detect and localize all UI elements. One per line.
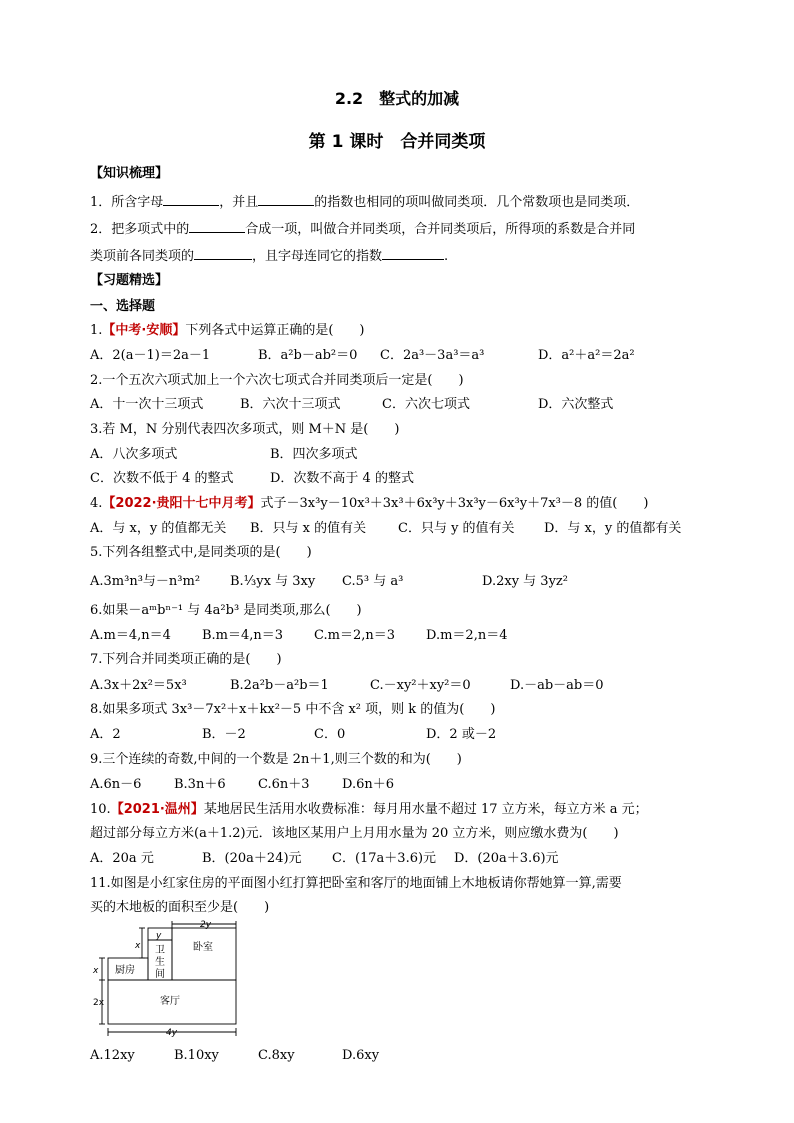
q3-options-row1 [90,446,710,464]
knowledge-heading: 【知识梳理】 [90,166,169,181]
option-a[interactable]: A.3m³n³与－n³m² [90,574,201,589]
q2-options [90,396,710,414]
lesson-title: 第 1 课时 合并同类项 [308,132,486,152]
option-c[interactable]: C．2a³－3a³＝a³ [380,348,485,363]
q5-options [90,573,710,591]
option-c[interactable]: C．次数不低于 4 的整式 [90,471,234,486]
q7-options [90,677,710,695]
option-d[interactable]: D.6xy [342,1048,380,1063]
q11-options [90,1047,710,1065]
option-a[interactable]: A．20a 元 [90,851,154,866]
option-b[interactable]: B.3n＋6 [174,777,226,792]
fill-blank[interactable] [194,245,252,260]
option-c[interactable]: C.－xy²＋xy²＝0 [370,678,471,693]
question-3: 3.若 M，N 分别代表四次多项式，则 M＋N 是( ) [90,422,400,437]
option-b[interactable]: B．a²b－ab²＝0 [258,348,358,363]
q10-options [90,850,710,868]
question-10: 10.【2021·温州】某地居民生活用水收费标准：每月用水量不超过 17 立方米，每立方米 a 元； [90,802,648,817]
q3-options-row2 [90,470,710,488]
label-bath-2: 生 [155,957,165,968]
option-b[interactable]: B．六次十三项式 [240,397,341,412]
question-8: 8.如果多项式 3x³－7x²＋x＋kx²－5 中不含 x² 项，则 k 的值为( ) [90,702,496,717]
label-2y: 2y [200,920,212,930]
q9-options [90,776,710,794]
fill-blank[interactable] [382,245,444,260]
option-b[interactable]: B.⅓yx 与 3xy [230,574,316,589]
label-living: 客厅 [160,996,180,1007]
option-b[interactable]: B．(20a＋24)元 [202,851,302,866]
knowledge-point-2: 2．把多项式中的 合成一项，叫做合并同类项，合并同类项后，所得项的系数是合并同 [90,218,635,239]
option-a[interactable]: A.3x＋2x²＝5x³ [90,678,187,693]
label-4y: 4y [166,1028,178,1038]
option-c[interactable]: C.m＝2,n＝3 [314,628,395,643]
q6-options [90,627,710,645]
label-bath-3: 间 [155,969,165,980]
option-d[interactable]: D.2xy 与 3yz² [482,574,568,589]
exercises-heading: 【习题精选】 [90,273,169,288]
question-11-cont: 买的木地板的面积至少是( ) [90,900,270,915]
question-6: 6.如果－aᵐbⁿ⁻¹ 与 4a²b³ 是同类项,那么( ) [90,603,362,618]
option-d[interactable]: D.m＝2,n＝4 [426,628,508,643]
question-7: 7.下列合并同类项正确的是( ) [90,652,282,667]
option-b[interactable]: B．－2 [202,727,246,742]
option-d[interactable]: D．a²＋a²＝2a² [538,348,635,363]
question-1: 1.【中考·安顺】下列各式中运算正确的是( ) [90,323,365,338]
label-kitchen: 厨房 [115,965,135,976]
option-a[interactable]: A.12xy [90,1048,135,1063]
question-5: 5.下列各组整式中,是同类项的是( ) [90,545,312,560]
question-4: 4.【2022·贵阳十七中月考】式子－3x³y－10x³＋3x³＋6x³y＋3x³y－6x³y＋7x³－8 的值( ) [90,496,649,511]
fill-blank[interactable] [258,191,314,206]
section-title: 2.2 整式的加减 [334,89,460,108]
question-11: 11.如图是小红家住房的平面图小红打算把卧室和客厅的地面铺上木地板请你帮她算一算,需要 [90,876,622,891]
label-bedroom: 卧室 [193,942,213,953]
option-d[interactable]: D．六次整式 [538,397,614,412]
option-a[interactable]: A.6n－6 [90,777,142,792]
option-a[interactable]: A．八次多项式 [90,447,178,462]
fill-blank[interactable] [163,191,219,206]
option-c[interactable]: C.5³ 与 a³ [342,574,404,589]
label-bath-1: 卫 [155,945,165,956]
q4-options [90,520,710,538]
fill-blank[interactable] [189,218,245,233]
option-c[interactable]: C．0 [314,727,346,742]
option-a[interactable]: A．与 x，y 的值都无关 [90,521,227,536]
floor-plan-diagram [90,918,250,1043]
label-2x: 2x [93,998,105,1008]
question-10-cont: 超过部分每立方米(a＋1.2)元．该地区某用户上月用水量为 20 立方米，则应缴水费为( ) [90,826,619,841]
bedroom-room [172,928,236,980]
option-a[interactable]: A．2 [90,727,121,742]
q8-options [90,726,710,744]
question-2: 2.一个五次六项式加上一个六次七项式合并同类项后一定是( ) [90,373,464,388]
option-b[interactable]: B．只与 x 的值有关 [250,521,367,536]
option-d[interactable]: D．与 x，y 的值都有关 [544,521,682,536]
option-b[interactable]: B.m＝4,n＝3 [202,628,284,643]
q1-options [90,347,710,365]
knowledge-point-2-cont: 类项前各同类项的 ，且字母连同它的指数 . [90,245,448,266]
label-x-top: x [135,941,141,951]
section-choice: 一、选择题 [90,299,156,314]
label-y: y [156,931,162,941]
option-d[interactable]: D.6n＋6 [342,777,395,792]
option-c[interactable]: C．只与 y 的值有关 [398,521,515,536]
option-b[interactable]: B.10xy [174,1048,219,1063]
option-c[interactable]: C.6n＋3 [258,777,310,792]
option-b[interactable]: B．四次多项式 [270,447,358,462]
question-source: 【2022·贵阳十七中月考】 [102,496,261,511]
option-a[interactable]: A．十一次十三项式 [90,397,204,412]
option-d[interactable]: D.－ab－ab＝0 [510,678,604,693]
question-source: 【中考·安顺】 [102,323,186,338]
option-c[interactable]: C．六次七项式 [382,397,470,412]
option-d[interactable]: D．(20a＋3.6)元 [454,851,559,866]
option-a[interactable]: A.m＝4,n＝4 [90,628,171,643]
option-d[interactable]: D．2 或－2 [426,727,497,742]
question-9: 9.三个连续的奇数,中间的一个数是 2n＋1,则三个数的和为( ) [90,752,462,767]
option-c[interactable]: C．(17a＋3.6)元 [332,851,437,866]
option-b[interactable]: B.2a²b－a²b＝1 [230,678,329,693]
option-c[interactable]: C.8xy [258,1048,295,1063]
question-source: 【2021·温州】 [110,802,204,817]
option-d[interactable]: D．次数不高于 4 的整式 [270,471,414,486]
label-x-left: x [93,966,99,976]
option-a[interactable]: A．2(a－1)＝2a－1 [90,348,211,363]
knowledge-point-1: 1．所含字母 ，并且 的指数也相同的项叫做同类项．几个常数项也是同类项． [90,191,639,212]
